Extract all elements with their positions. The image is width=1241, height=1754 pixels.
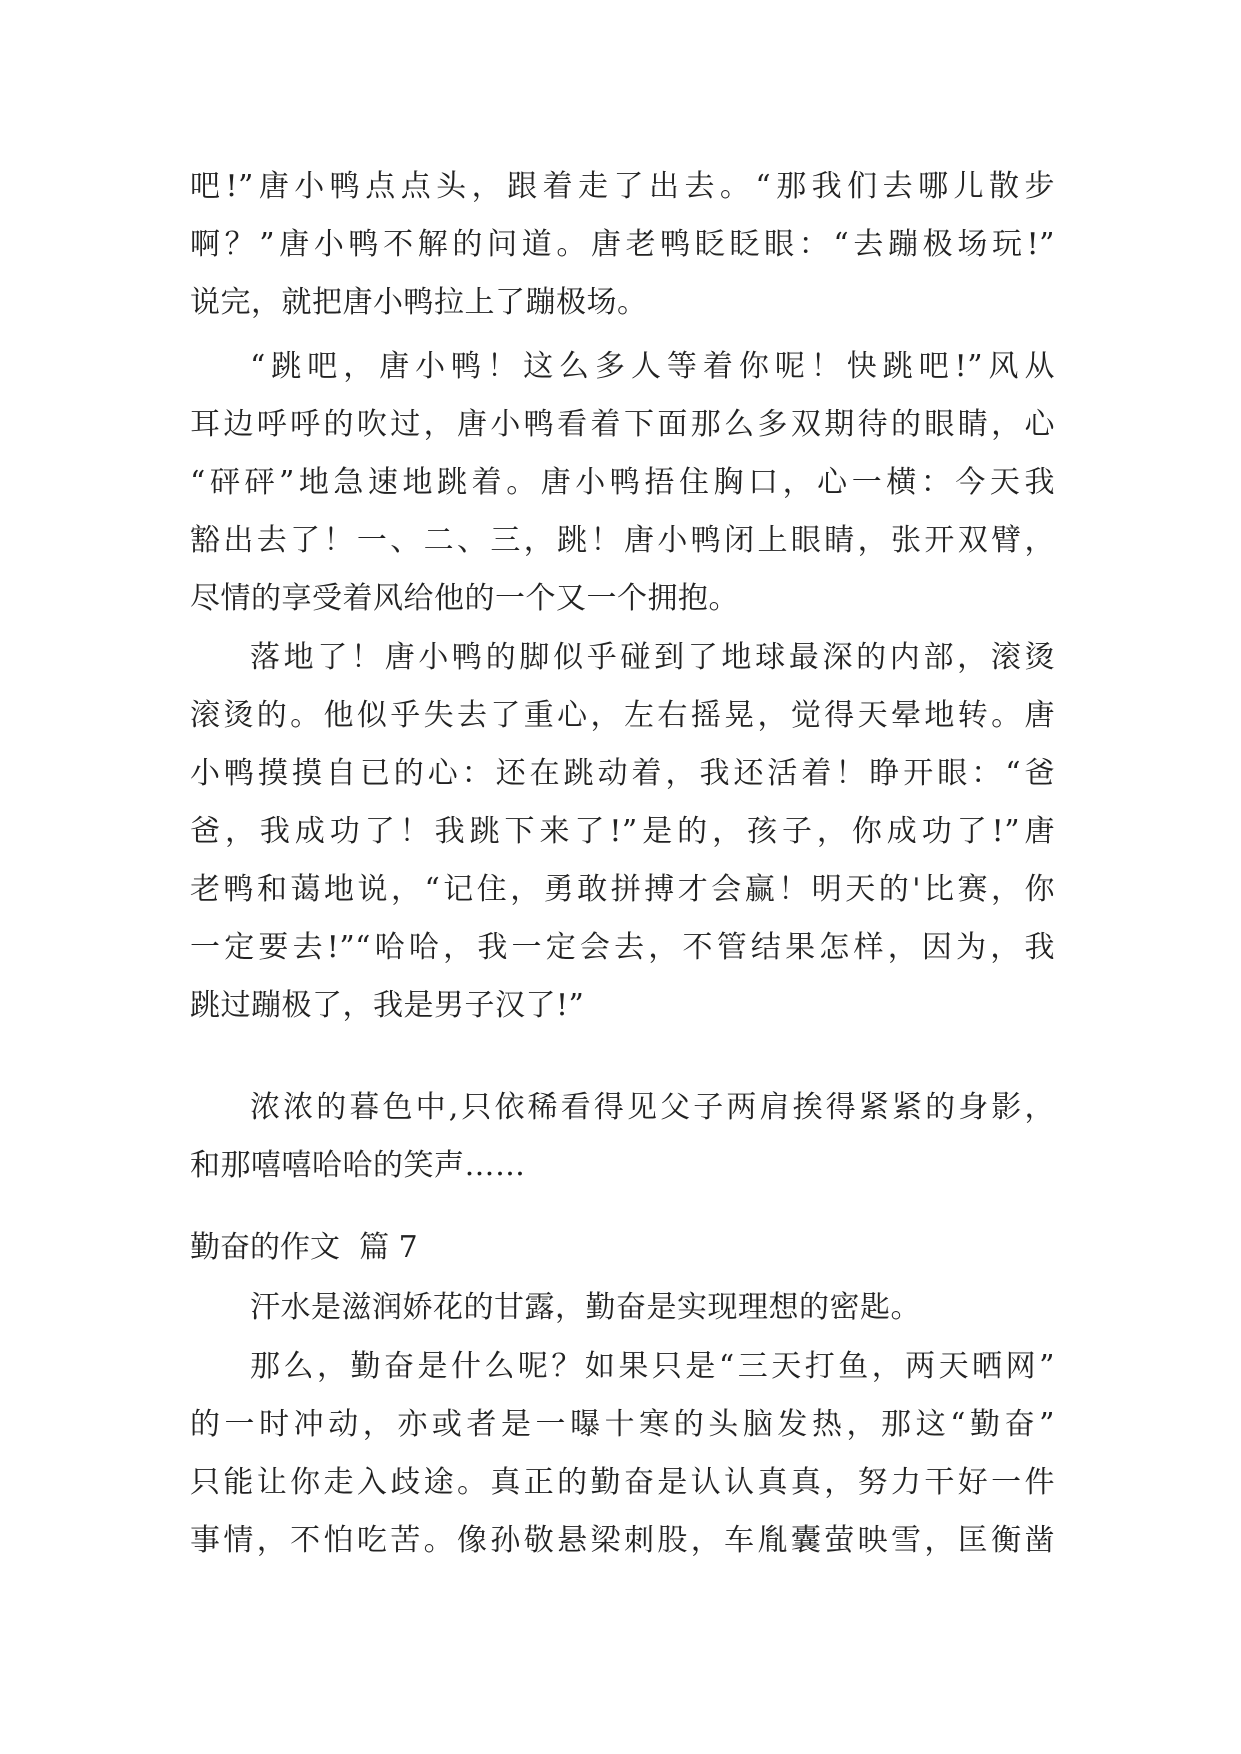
- paragraph-intro: [190, 1279, 1055, 1337]
- text-line: 的一时冲动，亦或者是一曝十寒的头脑发热，那这“勤奋”: [190, 1407, 1055, 1442]
- section-heading: [190, 1219, 1055, 1277]
- text-line: 跳过蹦极了，我是男子汉了!”: [190, 988, 585, 1023]
- text-line: 豁出去了！一、二、三，跳！唐小鸭闭上眼睛，张开双臂，: [190, 523, 1055, 558]
- text-line: 汗水是滋润娇花的甘露，勤奋是实现理想的密匙。: [250, 1290, 921, 1325]
- text-line: 事情，不怕吃苦。像孙敬悬梁刺股，车胤囊萤映雪，匡衡凿: [190, 1523, 1055, 1558]
- text-line: 浓浓的暮色中,只依稀看得见父子两肩挨得紧紧的身影，: [250, 1090, 1055, 1125]
- text-line: 小鸭摸摸自已的心：还在跳动着，我还活着！睁开眼：“爸: [190, 756, 1055, 791]
- text-line: 和那嘻嘻哈哈的笑声……: [190, 1148, 526, 1183]
- text-line: 吧!”唐小鸭点点头，跟着走了出去。“那我们去哪儿散步: [190, 169, 1055, 204]
- text-line: 滚烫的。他似乎失去了重心，左右摇晃，觉得天晕地转。唐: [190, 698, 1055, 733]
- text-line: 落地了！唐小鸭的脚似乎碰到了地球最深的内部，滚烫: [250, 640, 1055, 675]
- text-line: 只能让你走入歧途。真正的勤奋是认认真真，努力干好一件: [190, 1465, 1055, 1500]
- paragraph-jump: [190, 338, 1055, 628]
- text-line: “跳吧，唐小鸭！这么多人等着你呢！快跳吧!”风从: [250, 349, 1055, 384]
- text-line: 说完，就把唐小鸭拉上了蹦极场。: [190, 285, 648, 320]
- paragraph-diligence: [190, 1338, 1055, 1570]
- paragraph-story-continuation: [190, 158, 1055, 332]
- text-line: 老鸭和蔼地说，“记住，勇敢拼搏才会赢！明天的'比赛，你: [190, 872, 1055, 907]
- text-line: 尽情的享受着风给他的一个又一个拥抱。: [190, 581, 739, 616]
- text-line: “砰砰”地急速地跳着。唐小鸭捂住胸口，心一横：今天我: [190, 465, 1055, 500]
- text-line: 啊？”唐小鸭不解的问道。唐老鸭眨眨眼：“去蹦极场玩!”: [190, 227, 1055, 262]
- text-line: 爸，我成功了！我跳下来了!”是的，孩子，你成功了!”唐: [190, 814, 1055, 849]
- text-line: 一定要去!”“哈哈，我一定会去，不管结果怎样，因为，我: [190, 930, 1055, 965]
- paragraph-landing: [190, 629, 1055, 1035]
- paragraph-dusk: [190, 1079, 1055, 1195]
- text-line: 耳边呼呼的吹过，唐小鸭看着下面那么多双期待的眼睛，心: [190, 407, 1055, 442]
- text-line: 那么，勤奋是什么呢？如果只是“三天打鱼，两天晒网”: [250, 1349, 1055, 1384]
- section-heading-text: 勤奋的作文 篇 7: [190, 1230, 418, 1265]
